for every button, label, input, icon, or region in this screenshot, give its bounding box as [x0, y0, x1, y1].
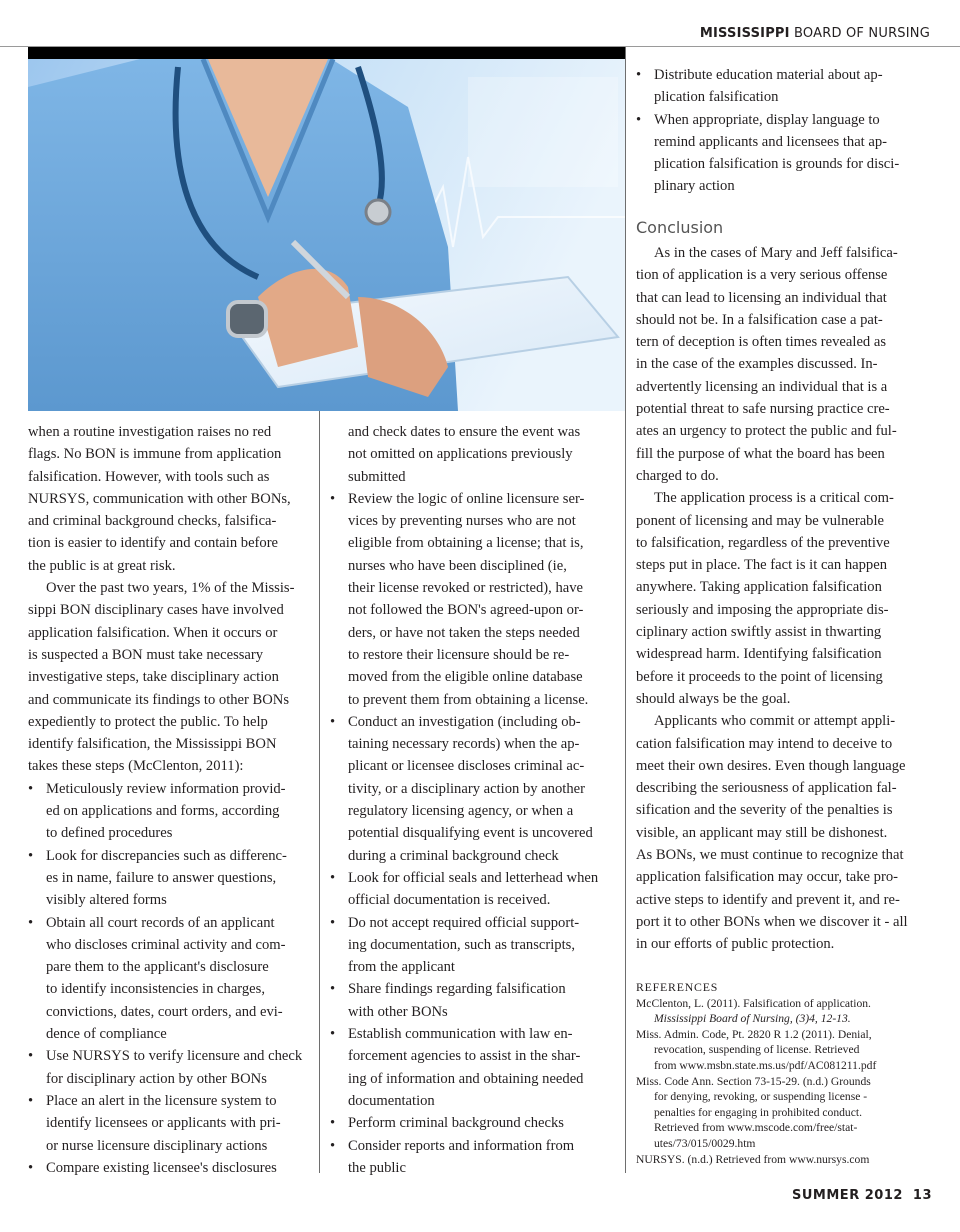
column-1 — [28, 421, 306, 1179]
list-item: • Do not accept required official support- ing documentation, such as transcripts, from the applicant — [330, 912, 610, 979]
bullet-list — [636, 64, 914, 198]
photo-top-bar — [28, 47, 625, 59]
list-item: • Perform criminal background checks — [330, 1112, 610, 1134]
section-heading: Conclusion — [636, 218, 724, 237]
list-item: • Share findings regarding falsification with other BONs — [330, 978, 610, 1023]
references-section — [636, 980, 916, 1167]
list-item: • Distribute education material about ap- plication falsification — [636, 64, 914, 109]
column-2 — [330, 421, 610, 1179]
bullet-list — [28, 778, 306, 1179]
conclusion-body — [636, 242, 914, 956]
column-rule — [625, 47, 626, 1173]
reference-item: Miss. Code Ann. Section 73-15-29. (n.d.) Grounds for denying, revoking, or suspending license - penalties for engaging in prohibited conduct. Retrieved from www.mscode.com/free/stat- utes/73/015/0029.htm — [636, 1074, 871, 1150]
list-item: • When appropriate, display language to remind applicants and licensees that ap- plication falsification is grounds for disci- plinary action — [636, 109, 914, 198]
running-header — [700, 26, 930, 41]
bullet-list — [330, 421, 610, 1179]
col3-top-bullets — [636, 64, 914, 198]
page-number: 13 — [912, 1188, 932, 1203]
list-item: • Use NURSYS to verify licensure and check for disciplinary action by other BONs — [28, 1045, 306, 1090]
list-item: • Establish communication with law en- forcement agencies to assist in the shar- ing of information and obtaining needed documentation — [330, 1023, 610, 1112]
header-brand-bold: MISSISSIPPI — [699, 26, 790, 41]
references-heading: REFERENCES — [636, 980, 719, 994]
list-item: • Consider reports and information from the public — [330, 1135, 610, 1180]
list-item-continued: and check dates to ensure the event was not omitted on applications previously submitted — [348, 424, 581, 485]
photo-illustration — [28, 47, 625, 411]
paragraph: Applicants who commit or attempt appli- cation falsification may intend to deceive to meet their own desires. Even though language describing the seriousness of application fal- sification and the severity of the penalties is visible, an applicant may still be dishonest. As BONs, we must continue to recognize that application falsification may occur, take pro- active steps to identify and prevent it, and re- port it to other BONs when we discover it - all in our efforts of public protection. — [636, 713, 908, 953]
nurse-with-clipboard-photo — [28, 47, 625, 411]
list-item: • Review the logic of online licensure ser- vices by preventing nurses who are not eligible from obtaining a license; that is, nurses who have been disciplined (ie, their license revoked or restricted), have not followed the BON's agreed-upon or- ders, or have not taken the steps needed to restore their licensure should be re- moved from the eligible online database to prevent them from obtaining a license. — [330, 488, 610, 711]
list-item: • Place an alert in the licensure system to identify licensees or applicants with pri- or nurse licensure disciplinary actions — [28, 1090, 306, 1157]
paragraph: Over the past two years, 1% of the Missis- sippi BON disciplinary cases have involved application falsification. When it occurs or is suspected a BON must take necessary investigative steps, take disciplinary action and communicate its findings to other BONs expediently to protect the public. To help identify falsification, the Mississippi BON takes these steps (McClenton, 2011): — [28, 580, 295, 775]
list-item: • Meticulously review information provid- ed on applications and forms, according to defined procedures — [28, 778, 306, 845]
paragraph: when a routine investigation raises no red flags. No BON is immune from application falsification. However, with tools such as NURSYS, communication with other BONs, and criminal background checks, falsifica- tion is easier to identify and contain before the public is at great risk. — [28, 424, 291, 574]
column-rule — [319, 411, 320, 1173]
reference-item: Miss. Admin. Code, Pt. 2820 R 1.2 (2011). Denial, revocation, suspending of license. Retrieved from www.msbn.state.ms.us/pdf/AC081211.pdf — [636, 1027, 877, 1072]
list-item: • Look for official seals and letterhead when official documentation is received. — [330, 867, 610, 912]
paragraph: As in the cases of Mary and Jeff falsifica- tion of application is a very serious offense that can lead to licensing an individual that should not be. In a falsification case a pat- tern of deception is often times revealed as in the case of the examples discussed. In- advertently licensing an individual that is a potential threat to safe nursing practice cre- ates an urgency to protect the public and ful- fill the purpose of what the board has been charged to do. — [636, 245, 898, 484]
list-item: • Conduct an investigation (including ob- taining necessary records) when the ap- plicant or licensee discloses criminal ac- tivity, or a disciplinary action by another regulatory licensing agency, or when a potential disqualifying event is uncovered during a criminal background check — [330, 711, 610, 867]
header-brand-rest: BOARD OF NURSING — [794, 26, 930, 41]
list-item: • Obtain all court records of an applicant who discloses criminal activity and com- pare them to the applicant's disclosure to identify inconsistencies in charges, convictions, dates, court orders, and evi- dence of compliance — [28, 912, 306, 1046]
paragraph: The application process is a critical com- ponent of licensing and may be vulnerable to falsification, regardless of the preventive steps put in place. The fact is it can happen anywhere. Taking application falsification seriously and imposing the appropriate dis- ciplinary action swiftly assist in thwarting widespread harm. Identifying falsification before it proceeds to the point of licensing should always be the goal. — [636, 490, 894, 707]
page-footer — [792, 1188, 932, 1203]
reference-item: McClenton, L. (2011). Falsification of application. Mississippi Board of Nursing, (3)4, 12-13. — [636, 996, 871, 1026]
list-item: • Compare existing licensee's disclosures — [28, 1157, 306, 1179]
list-item: • Look for discrepancies such as differenc- es in name, failure to answer questions, visibly altered forms — [28, 845, 306, 912]
reference-item: NURSYS. (n.d.) Retrieved from www.nursys.com — [636, 1152, 870, 1166]
issue-label: SUMMER 2012 — [792, 1188, 903, 1203]
